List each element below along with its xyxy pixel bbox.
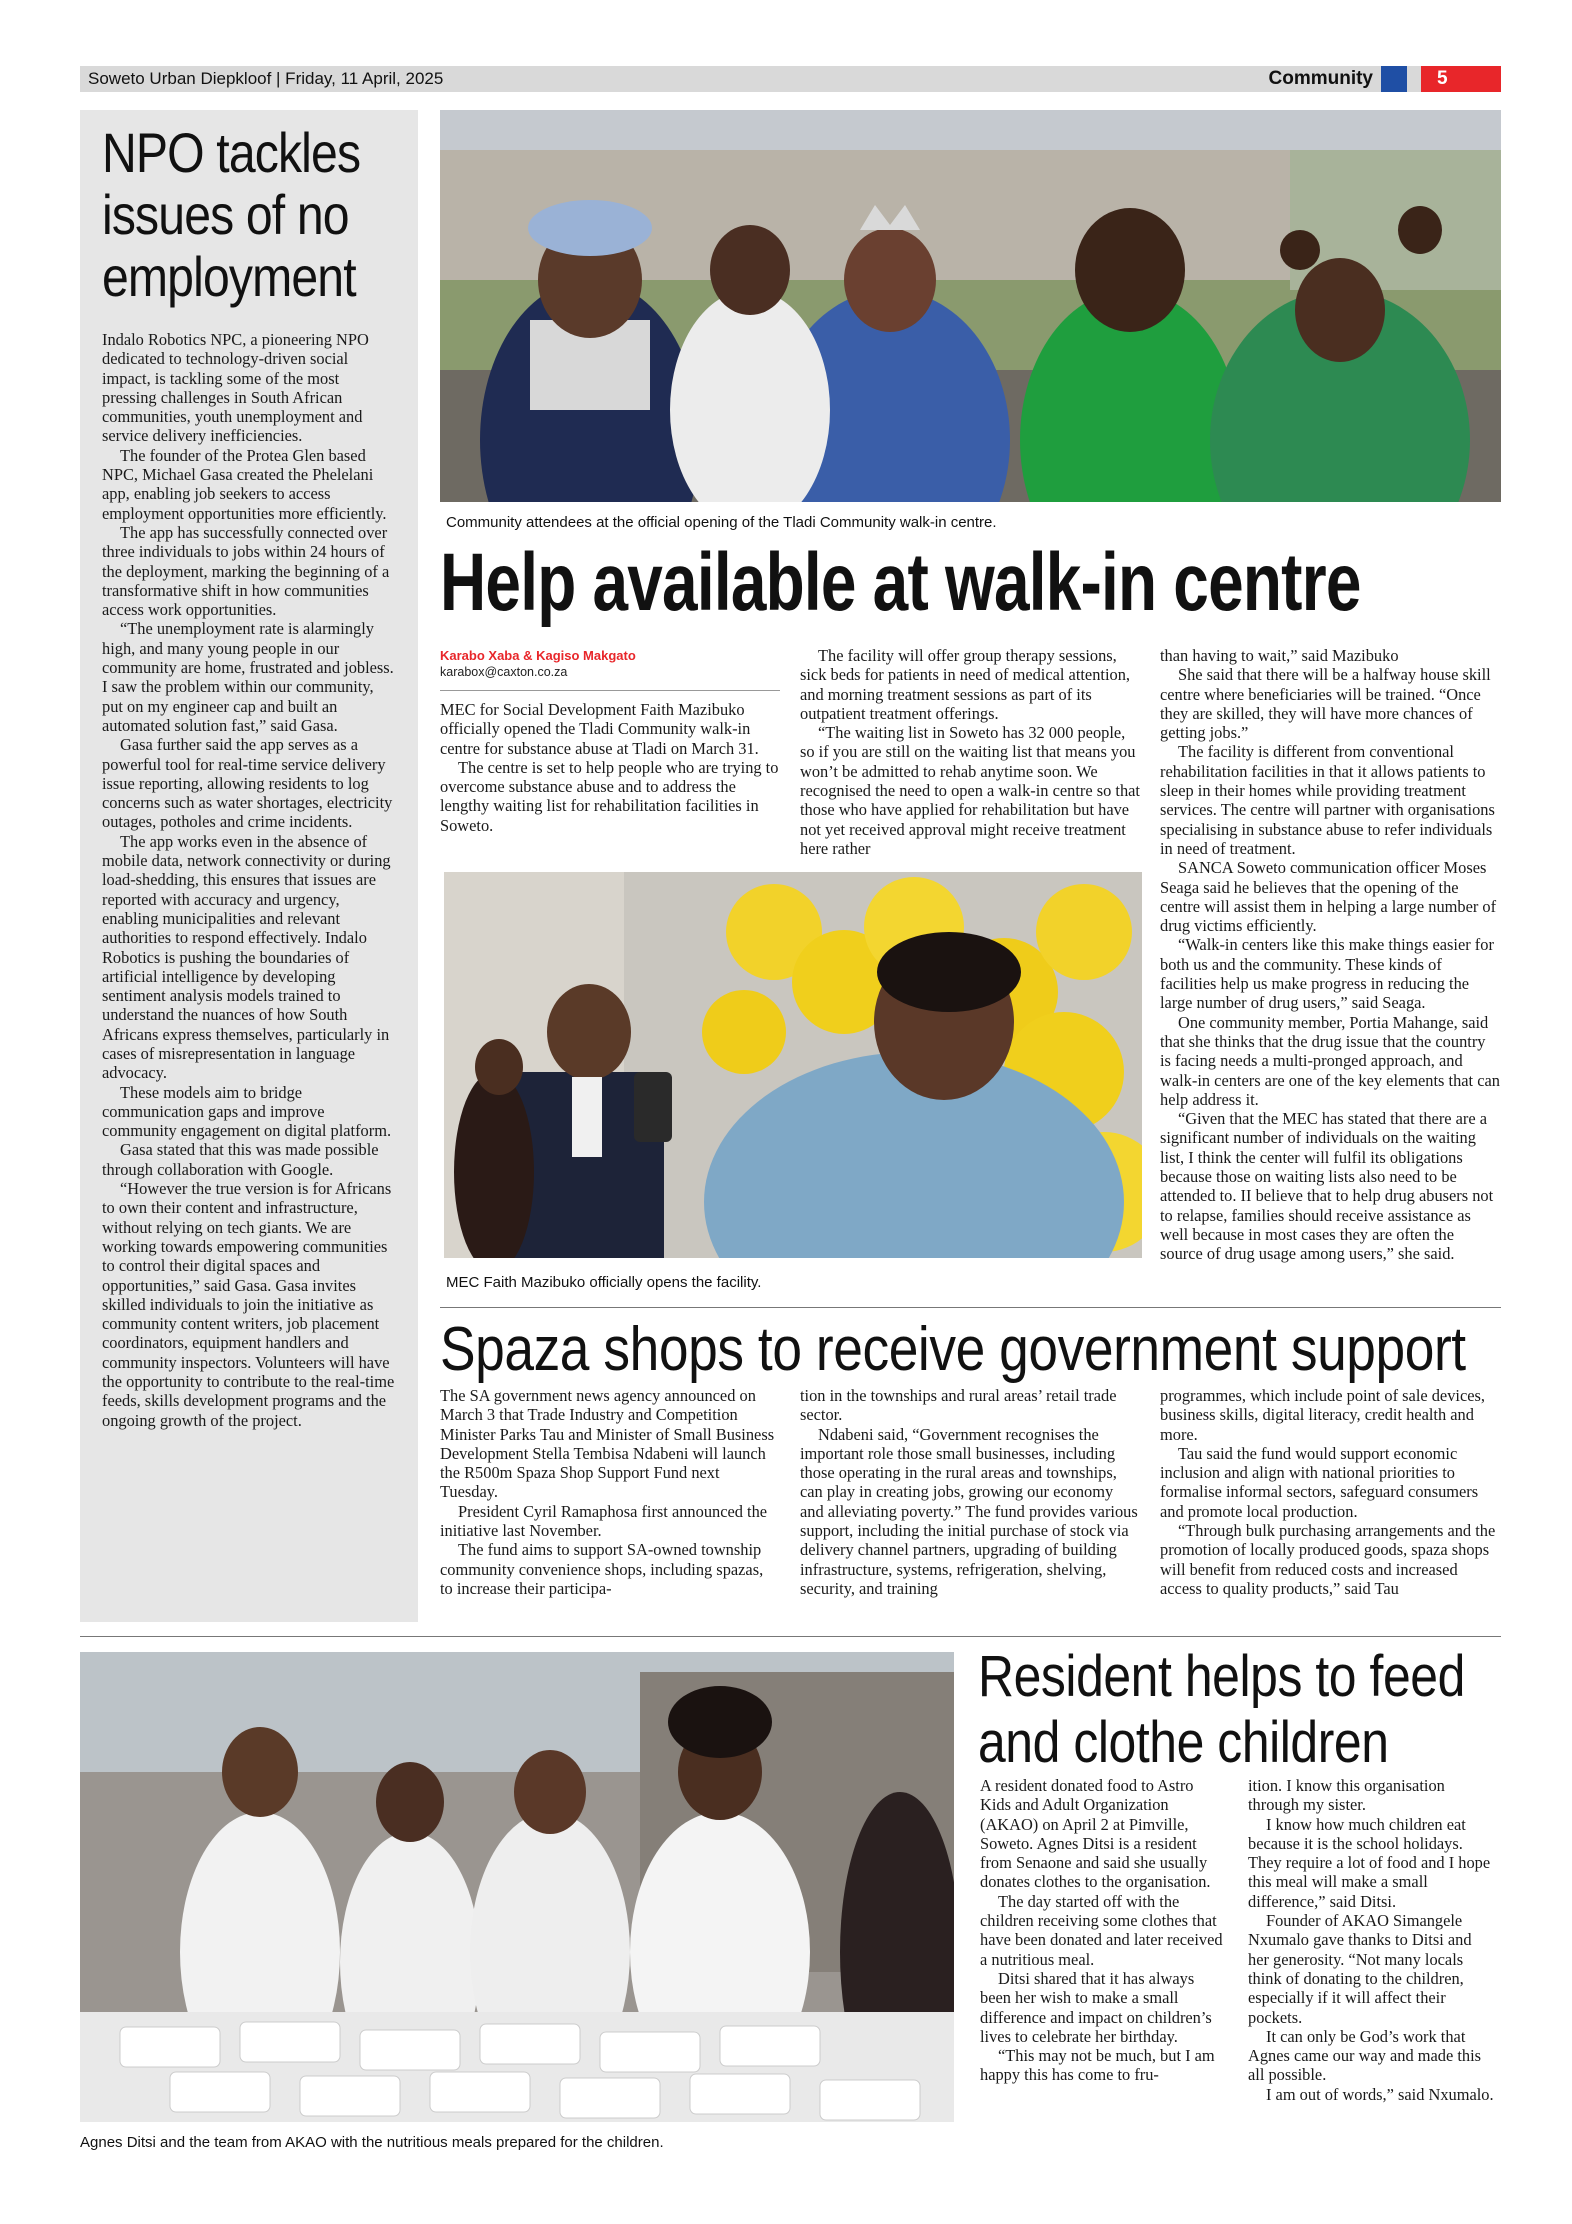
paragraph: “Given that the MEC has stated that there are a significant number of individuals on the waiting list, I think the center will fulfil its obligations because those on waiting lists also need to be attended to. II believe that to help drug abusers not to relapse, families should receive assistance as well because in most cases they are often the source of drug usage among users,” she said. <box>1160 1109 1494 1264</box>
walkin-headline: Help available at walk-in centre <box>440 537 1361 628</box>
section-name: Community <box>1268 68 1373 89</box>
paragraph: ition. I know this organisation through my sister. <box>1248 1776 1445 1815</box>
photo-mec-opening <box>444 872 1142 1258</box>
paragraph: programmes, which include point of sale devices, business skills, digital literacy, credit health and more. <box>1160 1386 1485 1444</box>
paragraph: SANCA Soweto communication officer Moses Seaga said he believes that the opening of the centre will assist them in helping a large number of drug victims efficiently. <box>1160 858 1497 936</box>
photo-caption-attendees: Community attendees at the official opening of the Tladi Community walk-in centre. <box>446 514 997 531</box>
spaza-column-1 <box>440 1386 780 1598</box>
photo-akao-team <box>80 1652 954 2122</box>
paragraph: The SA government news agency announced on March 3 that Trade Industry and Competition Minister Parks Tau and Minister of Small Business Development Stella Tembisa Ndabeni will launch the R500m Spaza Shop Support Fund next Tuesday. <box>440 1386 775 1502</box>
paragraph: The day started off with the children receiving some clothes that have been donated and later received a nutritious meal. <box>980 1891 1223 1969</box>
section-divider <box>440 1307 1501 1308</box>
paragraph: I am out of words,” said Nxumalo. <box>1266 2084 1494 2104</box>
sidebar-article <box>80 110 418 1622</box>
paragraph: “The unemployment rate is alarmingly high, and many young people in our community are home, frustrated and jobless. I saw the problem within our community, put on my engineer cap and built an automated solution fast,” said Gasa. <box>102 619 394 735</box>
paragraph: “The waiting list in Soweto has 32 000 people, so if you are still on the waiting list that means you won’t be admitted to rehab anytime soon. We recognised the need to open a walk-in centre so that those who have applied for rehabilitation but have not yet received approval might receive treatment here rather <box>800 723 1140 858</box>
paragraph: One community member, Portia Mahange, said that she thinks that the drug issue that the country is facing needs a multi-pronged approach, and walk-in centers are one of the key elements that can help address it. <box>1160 1012 1500 1109</box>
section-marker <box>1381 66 1407 92</box>
paragraph: tion in the townships and rural areas’ retail trade sector. <box>800 1386 1117 1425</box>
spaza-column-3 <box>1160 1386 1500 1598</box>
spaza-column-2 <box>800 1386 1140 1598</box>
paragraph: “However the true version is for Africans to own their content and infrastructure, without relying on tech giants. We are working towards empowering communities to control their digital spaces and opportunities,” said Gasa. Gasa invites skilled individuals to join the initiative as community content writers, job placement coordinators, equipment handlers and community inspectors. Volunteers will have the opportunity to contribute to the real-time feeds, skills development programs and the ongoing growth of the project. <box>102 1179 395 1430</box>
resident-headline <box>978 1644 1465 1776</box>
sidebar-body <box>102 330 396 1430</box>
paragraph: A resident donated food to Astro Kids and Adult Organization (AKAO) on April 2 at Pimville, Soweto. Agnes Ditsi is a resident from Senaone and said she usually donates clothes to the organisation. <box>980 1776 1211 1892</box>
publication-line: Soweto Urban Diepkloof | Friday, 11 April, 2025 <box>88 69 444 88</box>
paragraph: The fund aims to support SA-owned township community convenience shops, including spazas, to increase their participa- <box>440 1540 764 1598</box>
photo-community-attendees <box>440 110 1501 502</box>
resident-headline-line-1: Resident helps to feed <box>978 1644 1465 1709</box>
paragraph: than having to wait,” said Mazibuko <box>1160 646 1399 665</box>
paragraph: She said that there will be a halfway house skill centre where beneficiaries will be trained. “Once they are skilled, they will have more chances of getting jobs.” <box>1160 665 1491 743</box>
walkin-column-3 <box>1160 646 1500 1264</box>
paragraph: These models aim to bridge communication gaps and improve community engagement on digital platform. <box>102 1082 392 1141</box>
paragraph: Gasa further said the app serves as a powerful tool for real-time service delivery issue reporting, allowing residents to log concerns such as water shortages, electricity outages, potholes and crime incidents. <box>102 735 393 832</box>
resident-column-1 <box>980 1776 1226 2085</box>
paragraph: It can only be God’s work that Agnes came our way and made this all possible. <box>1248 2026 1482 2085</box>
paragraph: Founder of AKAO Simangele Nxumalo gave thanks to Ditsi and her generosity. “Not many locals think of donating to the children, especially if it will affect their pockets. <box>1248 1911 1472 2027</box>
resident-column-2 <box>1248 1776 1494 2104</box>
sidebar-headline: NPO tackles issues of no employment <box>102 121 361 308</box>
paragraph: President Cyril Ramaphosa first announced the initiative last November. <box>440 1501 768 1541</box>
paragraph: The founder of the Protea Glen based NPC, Michael Gasa created the Phelelani app, enabling job seekers to access employment opportunities more efficiently. <box>102 445 387 523</box>
paragraph: Gasa stated that this was made possible through collaboration with Google. <box>102 1140 379 1179</box>
byline-names: Karabo Xaba & Kagiso Makgato <box>440 648 636 663</box>
paragraph: Ditsi shared that it has always been her wish to make a small difference and impact on children’s lives to celebrate her birthday. <box>980 1968 1212 2046</box>
paragraph: Indalo Robotics NPC, a pioneering NPO dedicated to technology-driven social impact, is tackling some of the most pressing challenges in South African communities, youth unemployment and service delivery inefficiencies. <box>102 330 369 446</box>
byline <box>440 648 636 679</box>
paragraph: The app works even in the absence of mobile data, network connectivity or during load-shedding, this ensures that issues are reported with accuracy and urgency, enabling municipalities and relevant authorities to respond effectively. Indalo Robotics is pushing the boundaries of artificial intelligence by developing sentiment analysis models trained to understand the nuances of how South Africans express themselves, particularly in cases of misrepresentation in language advocacy. <box>102 831 391 1083</box>
spaza-headline: Spaza shops to receive government support <box>440 1315 1466 1384</box>
resident-headline-line-2: and clothe children <box>978 1710 1389 1775</box>
photo-caption-mec: MEC Faith Mazibuko officially opens the facility. <box>446 1274 762 1291</box>
byline-rule <box>440 690 780 691</box>
paragraph: “Through bulk purchasing arrangements and the promotion of locally produced goods, spaza shops will benefit from reduced costs and increased access to quality products,” said Tau <box>1160 1521 1496 1598</box>
paragraph: “This may not be much, but I am happy this has come to fru- <box>980 2046 1215 2085</box>
paragraph: “Walk-in centers like this make things easier for both us and the community. These kinds of facilities help us make progress in reducing the large number of drug users,” said Seaga. <box>1160 935 1494 1013</box>
byline-email: karabox@caxton.co.za <box>440 665 568 679</box>
paragraph: The facility is different from conventional rehabilitation facilities in that it allows patients to sleep in their homes while providing treatment services. The centre will partner with organisations specialising in substance abuse to refer individuals in need of treatment. <box>1160 742 1495 858</box>
page-number: 5 <box>1421 66 1501 92</box>
page-header <box>80 66 1501 92</box>
photo-caption-akao: Agnes Ditsi and the team from AKAO with the nutritious meals prepared for the children. <box>80 2134 664 2151</box>
paragraph: MEC for Social Development Faith Mazibuko officially opened the Tladi Community walk-in centre for substance abuse at Tladi on March 31. <box>440 700 759 758</box>
walkin-column-2 <box>800 646 1140 858</box>
paragraph: I know how much children eat because it is the school holidays. They require a lot of food and I hope this meal will make a small difference,” said Ditsi. <box>1248 1814 1491 1911</box>
walkin-column-1 <box>440 700 780 835</box>
paragraph: Ndabeni said, “Government recognises the important role those small businesses, including those operating in the rural areas and townships, can play in creating jobs, growing our economy and alleviating poverty.” The fund provides various support, including the initial purchase of stock via delivery channel partners, upgrading of building infrastructure, systems, refrigeration, shelving, security, and training <box>800 1424 1138 1598</box>
section-divider-2 <box>80 1636 1501 1637</box>
paragraph: The centre is set to help people who are trying to overcome substance abuse and to address the lengthy waiting list for rehabilitation facilities in Soweto. <box>440 757 779 835</box>
paragraph: The facility will offer group therapy sessions, sick beds for patients in need of medical attention, and morning treatment sessions as part of its outpatient treatment offerings. <box>800 646 1130 723</box>
paragraph: The app has successfully connected over three individuals to jobs within 24 hours of the deployment, marking the beginning of a transformative shift in how communities access work opportunities. <box>102 522 390 620</box>
paragraph: Tau said the fund would support economic inclusion and align with national priorities to formalise informal sectors, safeguard consumers and promote local production. <box>1160 1443 1479 1521</box>
